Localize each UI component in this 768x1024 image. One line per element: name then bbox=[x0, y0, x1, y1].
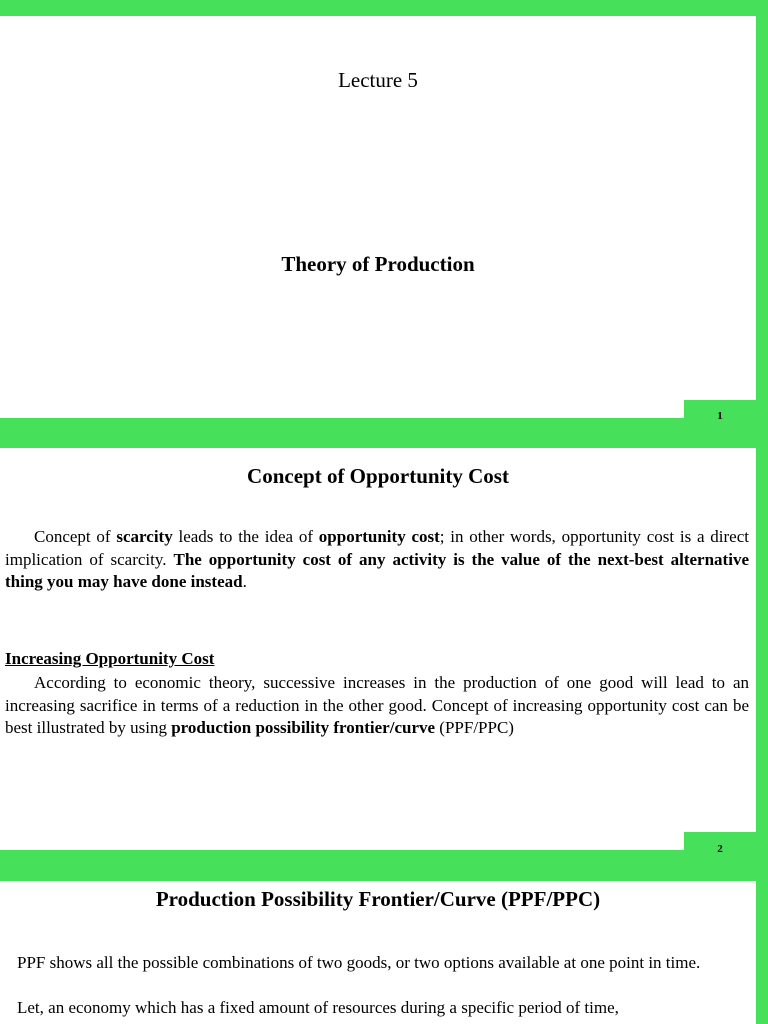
slide-1-footer bbox=[0, 400, 684, 418]
lecture-label: Lecture 5 bbox=[338, 68, 418, 92]
slide-2-footer bbox=[0, 832, 684, 850]
slide-2 bbox=[0, 448, 756, 832]
increasing-opportunity-cost-heading: Increasing Opportunity Cost bbox=[5, 649, 215, 668]
page-number-1: 1 bbox=[684, 400, 756, 432]
ppf-economy-paragraph: Let, an economy which has a fixed amount of resources during a specific period of time, bbox=[17, 998, 619, 1017]
slide-1 bbox=[0, 16, 756, 400]
slide-3 bbox=[0, 881, 756, 1024]
ppf-definition-paragraph: PPF shows all the possible combinations of two goods, or two options available at one point in time. bbox=[17, 953, 701, 972]
slide-2-title: Concept of Opportunity Cost bbox=[247, 464, 509, 488]
slide-3-title: Production Possibility Frontier/Curve (PPF/PPC) bbox=[155, 887, 601, 911]
increasing-cost-paragraph: According to economic theory, successive increases in the production of one good will lead to an increasing sacrifice in terms of a reduction in the other good. Concept of increasing opportunity cost can be best illustrated by using production possibility frontier/curve (PPF/PPC) bbox=[5, 673, 749, 737]
page-number-2: 2 bbox=[684, 833, 756, 865]
opportunity-cost-paragraph: Concept of scarcity leads to the idea of opportunity cost; in other words, opportunity cost is a direct implication of scarcity. The opportunity cost of any activity is the value of the next-best alternative thing you may have done instead. bbox=[5, 527, 749, 591]
slide-1-title: Theory of Production bbox=[281, 252, 475, 276]
